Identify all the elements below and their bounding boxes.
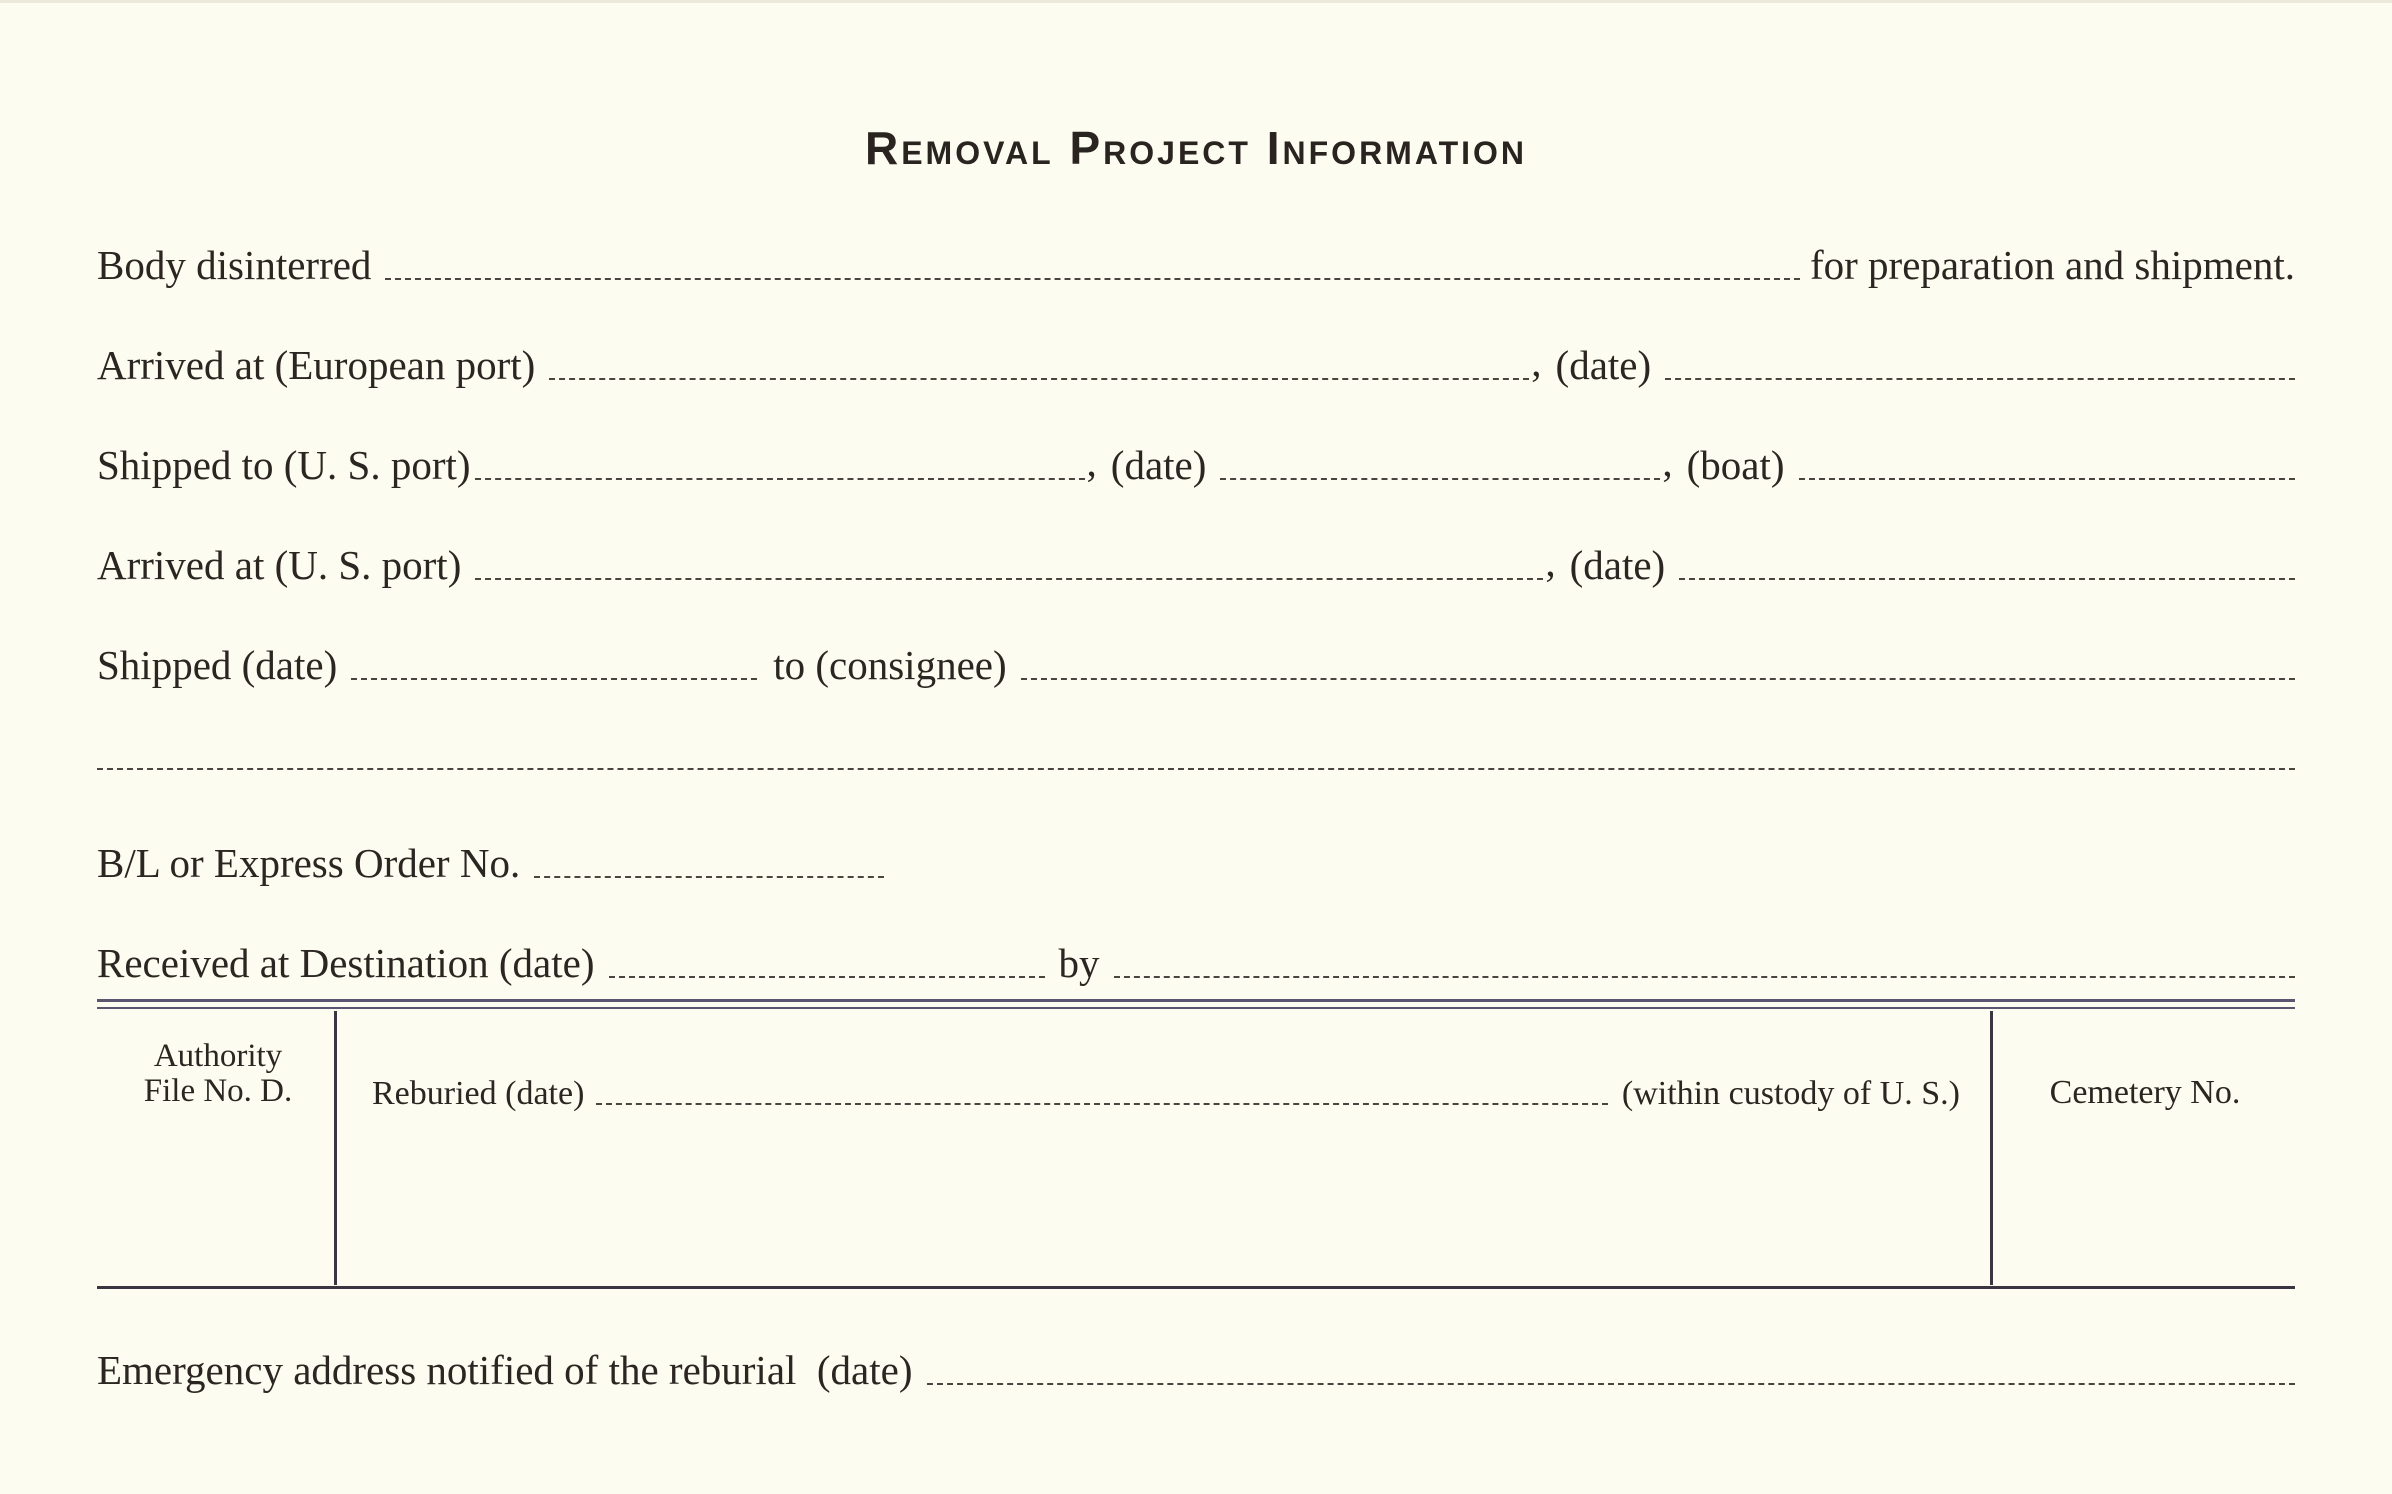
shipped-date-field[interactable] (351, 678, 757, 680)
row-arrived-us: Arrived at (U. S. port) , (date) (97, 528, 2295, 588)
table-bottom-rule (97, 1286, 2295, 1289)
row-emergency (97, 1333, 2295, 1393)
shipped-us-label: Shipped to (U. S. port) (97, 442, 471, 488)
consignee-field[interactable] (1021, 678, 2295, 680)
row-arrived-european: Arrived at (European port) , (date) (97, 328, 2295, 388)
consignee-continuation-field[interactable] (97, 768, 2295, 770)
european-date-label: (date) (1555, 342, 1652, 388)
authority-label: Authority (153, 1038, 283, 1074)
arrived-european-label: Arrived at (European port) (97, 342, 536, 388)
cemetery-no-label: Cemetery No. (2049, 1074, 2241, 1111)
arrived-us-date-field[interactable] (1679, 578, 2295, 580)
reburied-row (372, 1063, 1960, 1113)
received-label: Received at Destination (date) (97, 940, 595, 986)
bl-order-field[interactable] (534, 876, 884, 878)
arrived-us-label: Arrived at (U. S. port) (97, 542, 462, 588)
shipped-us-date-field[interactable] (1220, 478, 1660, 480)
table-top-rule-2 (97, 1007, 2295, 1009)
row-shipped-us: Shipped to (U. S. port) , (date) , (boat) (97, 428, 2295, 488)
row-consignee-continuation (97, 718, 2295, 778)
reburied-label: Reburied (date) (372, 1075, 585, 1112)
row-received (97, 926, 2295, 986)
received-date-field[interactable] (609, 976, 1045, 978)
us-port-field[interactable] (475, 478, 1085, 480)
row-body-disinterred (97, 228, 2295, 288)
custody-label: (within custody of U. S.) (1621, 1075, 1960, 1112)
emergency-label: Emergency address notified of the reburial (date) (97, 1347, 913, 1393)
reburied-date-field[interactable] (596, 1103, 1608, 1105)
shipped-date-row-label: Shipped (date) (97, 642, 338, 688)
arrived-us-date-label: (date) (1569, 542, 1666, 588)
authority-file-header (118, 1039, 318, 1108)
boat-field[interactable] (1799, 478, 2295, 480)
table-top-rule (97, 999, 2295, 1002)
row-bl-order (97, 826, 2295, 886)
european-port-field[interactable] (549, 378, 1529, 380)
bl-order-label: B/L or Express Order No. (97, 840, 521, 886)
received-by-field[interactable] (1114, 976, 2296, 978)
consignee-label: to (consignee) (773, 642, 1007, 688)
boat-label: (boat) (1686, 442, 1785, 488)
european-date-field[interactable] (1665, 378, 2295, 380)
by-label: by (1058, 940, 1100, 986)
shipped-date-label: (date) (1110, 442, 1207, 488)
cemetery-divider (1990, 1011, 1993, 1285)
arrived-us-port-field[interactable] (475, 578, 1543, 580)
preparation-suffix-label: for preparation and shipment. (1809, 242, 2295, 288)
row-shipped-consignee (97, 628, 2295, 688)
body-disinterred-field[interactable] (385, 278, 1800, 280)
file-no-label: File No. D. (143, 1072, 293, 1109)
form-title: Removal Project Information (864, 122, 1528, 174)
emergency-date-field[interactable] (927, 1383, 2296, 1385)
body-disinterred-label: Body disinterred (97, 242, 372, 288)
authority-divider (334, 1011, 337, 1285)
